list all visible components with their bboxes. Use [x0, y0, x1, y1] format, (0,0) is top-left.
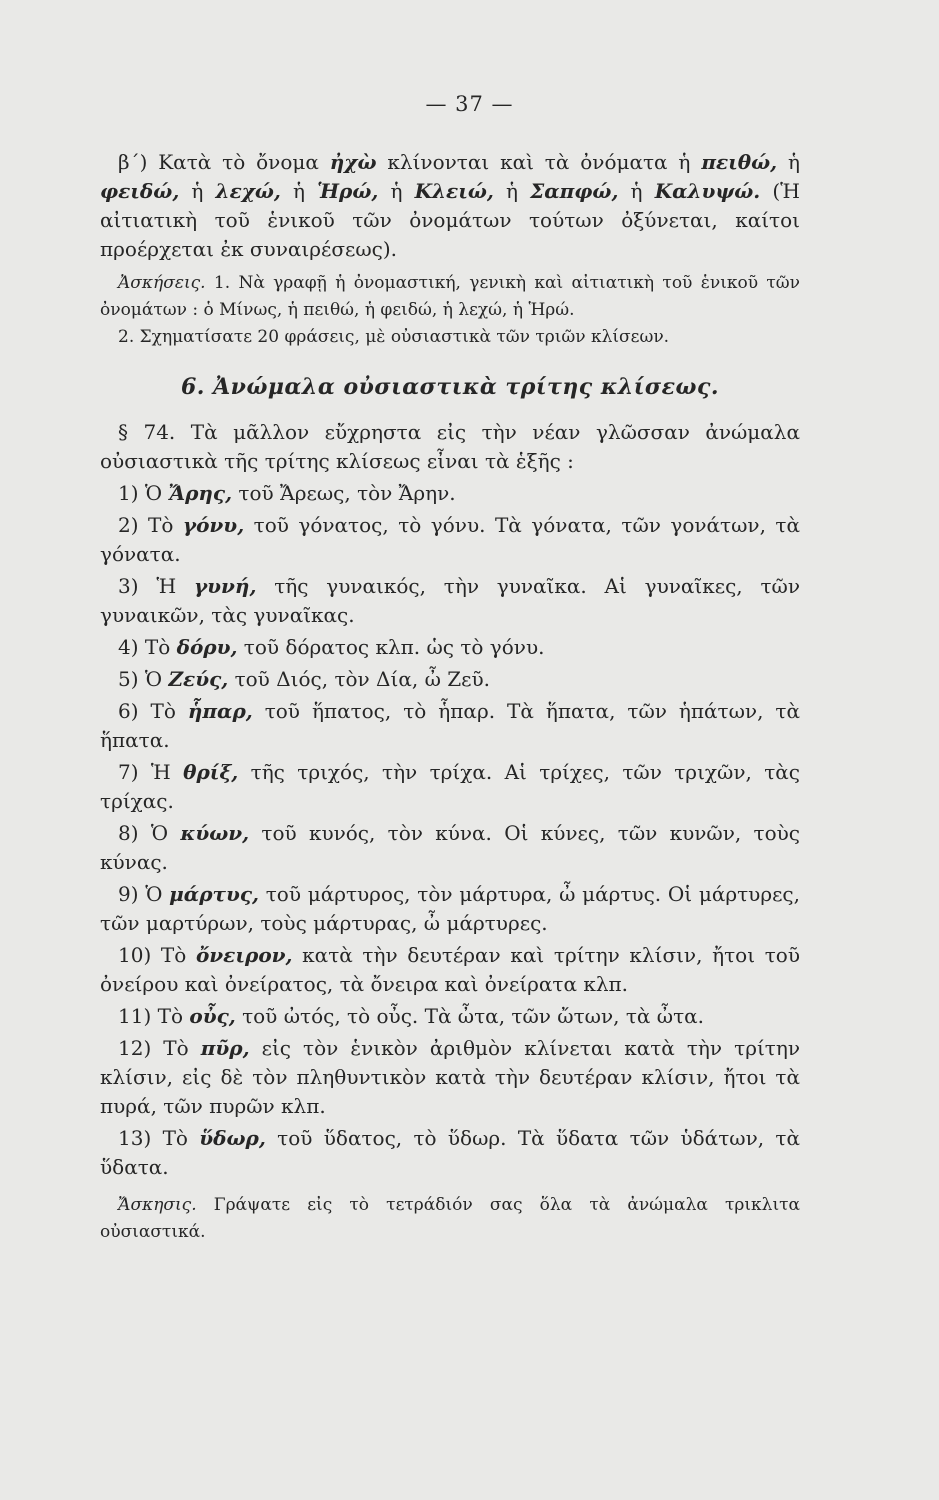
item-keyword: κύων, — [180, 821, 250, 845]
list-item — [100, 758, 800, 816]
item-text: τοῦ ἥπατος, τὸ ἧπαρ. Τὰ ἥπατα, τῶν ἡπάτων, τὰ ἥπατα. — [100, 699, 800, 752]
list-item — [100, 479, 800, 508]
item-text: τοῦ γόνατος, τὸ γόνυ. Τὰ γόνατα, τῶν γονάτων, τὰ γόνατα. — [100, 513, 801, 566]
item-text: τῆς γυναικός, τὴν γυναῖκα. Αἱ γυναῖκες, τῶν γυναικῶν, τὰς γυναῖκας. — [100, 574, 800, 627]
paragraph-echo-nouns — [100, 148, 800, 264]
item-keyword: θρίξ, — [183, 760, 239, 784]
item-keyword: οὖς, — [189, 1004, 236, 1028]
keyword: Σαπφώ, — [530, 179, 619, 203]
item-number: 1) Ὁ — [118, 481, 169, 505]
item-text: τοῦ Ἄρεως, τὸν Ἄρην. — [232, 481, 456, 505]
item-keyword: δόρυ, — [176, 635, 238, 659]
text-span: ἡ — [618, 179, 655, 203]
keyword: πειθώ, — [701, 150, 778, 174]
list-item — [100, 1002, 800, 1031]
list-item — [100, 880, 800, 938]
item-keyword: ὄνειρον, — [195, 943, 293, 967]
keyword: λεχώ, — [215, 179, 281, 203]
list-item — [100, 511, 800, 569]
item-number: 6) Τὸ — [118, 699, 188, 723]
text-span: β΄) Κατὰ τὸ ὄνομα — [118, 150, 330, 174]
text-span: ἡ — [179, 179, 216, 203]
item-number: 12) Τὸ — [118, 1036, 201, 1060]
list-item — [100, 697, 800, 755]
item-number: 3) Ἡ — [118, 574, 194, 598]
item-text: κατὰ τὴν δευτέραν καὶ τρίτην κλίσιν, ἤτοι τοῦ ὀνείρου καὶ ὀνείρατος, τὰ ὄνειρα καὶ ὀνείρατα κλπ. — [100, 943, 800, 996]
text-span: ἡ — [378, 179, 415, 203]
paragraph-74: § 74. Τὰ μᾶλλον εὔχρηστα εἰς τὴν νέαν γλῶσσαν ἀνώμαλα οὐσιαστικὰ τῆς τρίτης κλίσεως εἶναι τὰ ἑξῆς : — [100, 420, 800, 473]
list-item — [100, 819, 800, 877]
item-number: 4) Τὸ — [118, 635, 177, 659]
exercises-label: Ἀσκήσεις. — [118, 273, 206, 293]
item-text: τοῦ κυνός, τὸν κύνα. Οἱ κύνες, τῶν κυνῶν, τοὺς κύνας. — [100, 821, 801, 874]
exercises-block — [100, 270, 800, 324]
list-item — [100, 572, 800, 630]
item-number: 9) Ὁ — [118, 882, 170, 906]
item-text: τοῦ Διός, τὸν Δία, ὦ Ζεῦ. — [228, 667, 491, 691]
page-body — [100, 148, 800, 1246]
item-text: εἰς τὸν ἑνικὸν ἀριθμὸν κλίνεται κατὰ τὴν τρίτην κλίσιν, εἰς δὲ τὸν πληθυντικὸν κατὰ τὴν δευτέραν κλίσιν, ἤτοι τὰ πυρά, τῶν πυρῶν κλπ. — [100, 1036, 800, 1118]
item-text: τῆς τριχός, τὴν τρίχα. Αἱ τρίχες, τῶν τριχῶν, τὰς τρίχας. — [100, 760, 800, 813]
item-keyword: γυνή, — [193, 574, 257, 598]
item-keyword: γόνυ, — [182, 513, 245, 537]
item-keyword: μάρτυς, — [169, 882, 259, 906]
text-span: ἡ — [493, 179, 531, 203]
item-text: τοῦ ὠτός, τὸ οὖς. Τὰ ὦτα, τῶν ὤτων, τὰ ὦτα. — [235, 1004, 705, 1028]
item-keyword: πῦρ, — [200, 1036, 250, 1060]
keyword: Κλειώ, — [414, 179, 494, 203]
item-text: τοῦ δόρατος κλπ. ὡς τὸ γόνυ. — [237, 635, 545, 659]
item-number: 5) Ὁ — [118, 667, 169, 691]
item-number: 13) Τὸ — [118, 1126, 200, 1150]
item-number: 8) Ὁ — [118, 821, 181, 845]
item-number: 11) Τὸ — [118, 1004, 190, 1028]
item-text: τοῦ μάρτυρος, τὸν μάρτυρα, ὦ μάρτυς. Οἱ μάρτυρες, τῶν μαρτύρων, τοὺς μάρτυρας, ὦ μάρτυρες. — [100, 882, 800, 935]
list-item — [100, 941, 800, 999]
item-text: τοῦ ὕδατος, τὸ ὕδωρ. Τὰ ὕδατα τῶν ὑδάτων, τὰ ὕδατα. — [100, 1126, 800, 1179]
text-span: (Ἡ αἰτιατικὴ τοῦ ἑνικοῦ τῶν ὀνομάτων τούτων ὀξύνεται, καίτοι προέρχεται ἐκ συναιρέσεως). — [100, 179, 800, 261]
list-item — [100, 665, 800, 694]
section-heading: 6. Ἀνώμαλα οὐσιαστικὰ τρίτης κλίσεως. — [180, 374, 720, 400]
text-span: ἡ — [777, 150, 801, 174]
text-span: κλίνονται καὶ τὰ ὀνόματα ἡ — [376, 150, 702, 174]
item-keyword: ἧπαρ, — [187, 699, 253, 723]
item-keyword: Ἄρης, — [168, 481, 233, 505]
list-item — [100, 633, 800, 662]
exercise-label: Ἄσκησις. — [118, 1195, 197, 1215]
irregular-nouns-list — [100, 479, 800, 1182]
keyword: ἠχὼ — [329, 150, 377, 174]
item-keyword: ὕδωρ, — [199, 1126, 266, 1150]
keyword: Ἡρώ, — [317, 179, 379, 203]
list-item — [100, 1124, 800, 1182]
page-number: — 37 — — [425, 92, 514, 116]
item-keyword: Ζεύς, — [168, 667, 229, 691]
keyword: φειδώ, — [100, 179, 180, 203]
item-number: 7) Ἡ — [118, 760, 184, 784]
exercise-text: Γράψατε εἰς τὸ τετράδιόν σας ὅλα τὰ ἀνώμαλα τρικλιτα οὐσιαστικά. — [100, 1195, 800, 1242]
exercise-2: 2. Σχηματίσατε 20 φράσεις, μὲ οὐσιαστικὰ τῶν τριῶν κλίσεων. — [118, 327, 670, 347]
list-item — [100, 1034, 800, 1121]
keyword: Καλυψώ. — [654, 179, 761, 203]
item-number: 10) Τὸ — [118, 943, 196, 967]
item-number: 2) Τὸ — [118, 513, 183, 537]
text-span: ἡ — [280, 179, 318, 203]
exercise-final — [100, 1192, 800, 1246]
exercise-text: 1. Νὰ γραφῇ ἡ ὀνομαστική, γενικὴ καὶ αἰτιατικὴ τοῦ ἑνικοῦ τῶν ὀνομάτων : ὁ Μίνως, ἡ πειθώ, ἡ φειδώ, ἡ λεχώ, ἡ Ἡρώ. — [100, 273, 800, 320]
